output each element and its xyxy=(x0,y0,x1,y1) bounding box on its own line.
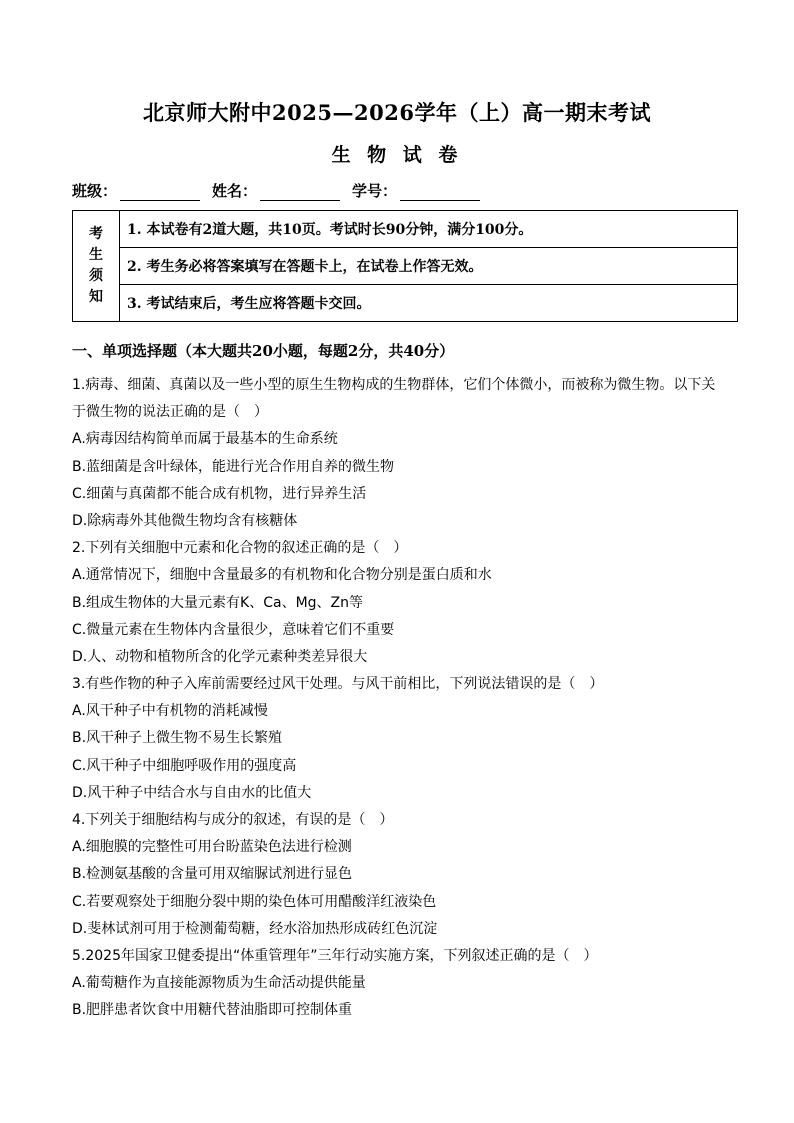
id-label: 学号： xyxy=(352,182,398,200)
question-2 xyxy=(72,535,732,671)
option-d: D.人、动物和植物所含的化学元素种类差异很大 xyxy=(72,648,368,665)
question-stem: 2.下列有关细胞中元素和化合物的叙述正确的是（ ） xyxy=(72,540,408,557)
option-a: A.细胞膜的完整性可用台盼蓝染色法进行检测 xyxy=(72,839,352,856)
option-b: B.风干种子上微生物不易生长繁殖 xyxy=(72,730,283,747)
name-blank[interactable] xyxy=(260,184,340,201)
option-d: D.风干种子中结合水与自由水的比值大 xyxy=(72,784,312,801)
section-title: 一、单项选择题（本大题共20小题，每题2分，共40分） xyxy=(72,342,455,360)
question-1 xyxy=(72,372,732,535)
question-5 xyxy=(72,943,732,1025)
name-field xyxy=(212,180,340,201)
question-list xyxy=(72,372,732,1025)
question-3 xyxy=(72,671,732,807)
class-field xyxy=(72,180,200,201)
exam-title: 北京师大附中2025—2026学年（上）高一期末考试 xyxy=(143,100,651,125)
student-info-row xyxy=(72,180,492,201)
notice-item: 1. 本试卷有2道大题，共10页。考试时长90分钟，满分100分。 xyxy=(127,222,533,238)
question-stem: 于微生物的说法正确的是（ ） xyxy=(72,404,268,421)
class-label: 班级： xyxy=(72,182,118,200)
notice-item: 3. 考试结束后，考生应将答题卡交回。 xyxy=(120,284,737,321)
option-b: B.肥胖患者饮食中用糖代替油脂即可控制体重 xyxy=(72,1002,353,1019)
option-c: C.细菌与真菌都不能合成有机物，进行异养生活 xyxy=(72,485,367,502)
option-a: A.葡萄糖作为直接能源物质为生命活动提供能量 xyxy=(72,975,366,992)
option-d: D.除病毒外其他微生物均含有核糖体 xyxy=(72,512,298,529)
question-stem: 1.病毒、细菌、真菌以及一些小型的原生生物构成的生物群体，它们个体微小，而被称为微生物。以下关 xyxy=(72,377,716,393)
option-d: D.斐林试剂可用于检测葡萄糖，经水浴加热形成砖红色沉淀 xyxy=(72,920,438,937)
option-a: A.病毒因结构简单而属于最基本的生命系统 xyxy=(72,431,338,448)
exam-subtitle: 生 物 试 卷 xyxy=(331,144,463,166)
option-a: A.风干种子中有机物的消耗减慢 xyxy=(72,703,268,720)
notice-label xyxy=(73,211,120,321)
question-stem: 3.有些作物的种子入库前需要经过风干处理。与风干前相比，下列说法错误的是（ ） xyxy=(72,676,604,693)
question-4 xyxy=(72,807,732,943)
option-b: B.组成生物体的大量元素有K、Ca、Mg、Zn等 xyxy=(72,594,364,611)
notice-label-char: 生 xyxy=(89,247,103,263)
option-c: C.风干种子中细胞呼吸作用的强度高 xyxy=(72,757,297,774)
class-blank[interactable] xyxy=(120,184,200,201)
notice-label-char: 须 xyxy=(89,268,103,284)
name-label: 姓名： xyxy=(212,182,258,200)
id-blank[interactable] xyxy=(400,184,480,201)
option-c: C.微量元素在生物体内含量很少，意味着它们不重要 xyxy=(72,621,395,638)
exam-notice-box xyxy=(72,210,738,322)
question-stem: 5.2025年国家卫健委提出“体重管理年”三年行动实施方案，下列叙述正确的是（ ） xyxy=(72,947,598,964)
notice-items xyxy=(120,211,737,321)
notice-label-char: 考 xyxy=(89,226,103,242)
question-stem: 4.下列关于细胞结构与成分的叙述，有误的是（ ） xyxy=(72,812,394,828)
notice-item: 2. 考生务必将答案填写在答题卡上，在试卷上作答无效。 xyxy=(120,247,737,284)
notice-label-char: 知 xyxy=(89,289,103,305)
option-b: B.蓝细菌是含叶绿体，能进行光合作用自养的微生物 xyxy=(72,458,395,475)
option-b: B.检测氨基酸的含量可用双缩脲试剂进行显色 xyxy=(72,866,353,883)
option-a: A.通常情况下，细胞中含量最多的有机物和化合物分别是蛋白质和水 xyxy=(72,567,492,584)
option-c: C.若要观察处于细胞分裂中期的染色体可用醋酸洋红液染色 xyxy=(72,893,437,910)
id-field xyxy=(352,180,480,201)
